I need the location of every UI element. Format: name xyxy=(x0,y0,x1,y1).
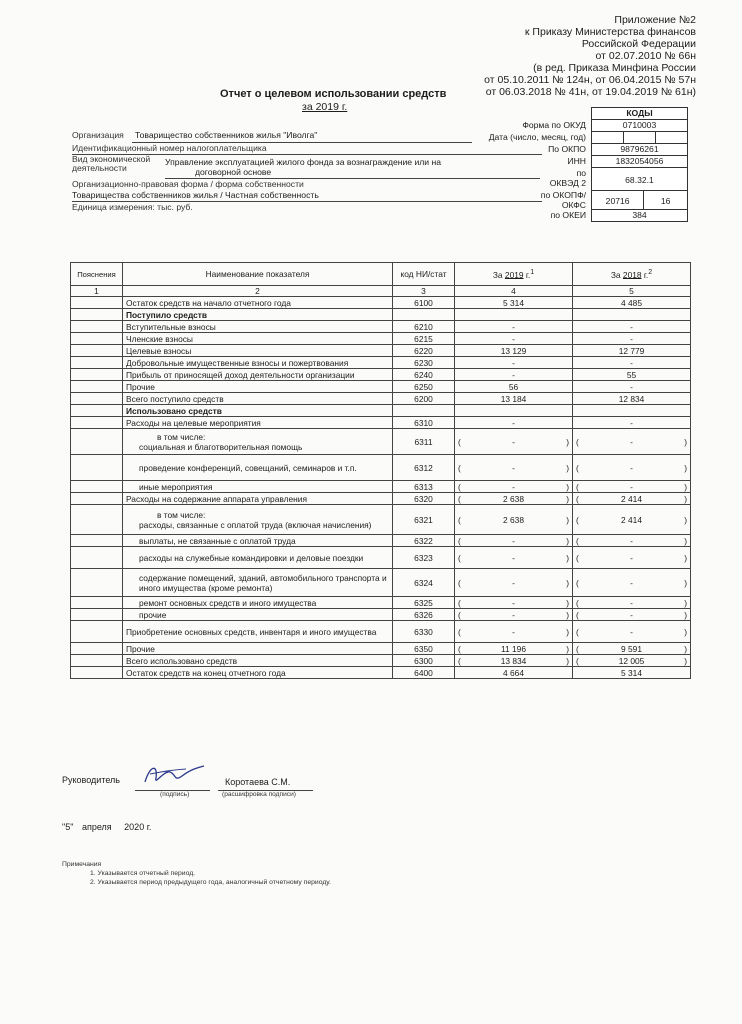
row-explanation xyxy=(71,643,123,655)
row-value-2019: ( - ) xyxy=(455,597,573,609)
row-value-2018: ( - ) xyxy=(573,455,691,481)
row-value-2018: ( - ) xyxy=(573,429,691,455)
row-explanation xyxy=(71,393,123,405)
notes-block: Примечания 1. Указывается отчетный период. 2. Указывается период предыдущего года, аналогичный отчетному периоду. xyxy=(62,861,331,886)
okfs-value: 16 xyxy=(660,196,671,206)
row-code: 6320 xyxy=(393,493,455,505)
row-explanation xyxy=(71,297,123,309)
okopf-value: 20716 xyxy=(592,191,644,209)
header-indicator: Наименование показателя xyxy=(123,263,393,286)
row-explanation xyxy=(71,321,123,333)
row-code: 6312 xyxy=(393,455,455,481)
decode-caption: (расшифровка подписи) xyxy=(222,791,296,798)
row-value-2019: ( - ) xyxy=(455,621,573,643)
row-value-2018: ( - ) xyxy=(573,609,691,621)
row-value-2019: 5 314 xyxy=(455,297,573,309)
row-value-2019: - xyxy=(455,417,573,429)
header-line: от 06.03.2018 № 41н, от 19.04.2019 № 61н) xyxy=(485,86,696,98)
row-indicator-name: Прочие xyxy=(123,381,393,393)
row-value-2019: - xyxy=(455,333,573,345)
codes-header: КОДЫ xyxy=(591,107,688,120)
row-value-2018: ( 2 414 ) xyxy=(573,493,691,505)
row-code: 6311 xyxy=(393,429,455,455)
row-code: 6250 xyxy=(393,381,455,393)
row-value-2018: ( - ) xyxy=(573,569,691,597)
row-code: 6300 xyxy=(393,655,455,667)
row-code: 6220 xyxy=(393,345,455,357)
row-value-2018: ( - ) xyxy=(573,621,691,643)
row-code xyxy=(393,405,455,417)
report-title: Отчет о целевом использовании средств xyxy=(220,88,447,100)
row-explanation xyxy=(71,569,123,597)
org-label: Организация xyxy=(72,130,124,140)
row-value-2018: ( - ) xyxy=(573,481,691,493)
row-value-2018 xyxy=(573,309,691,321)
row-indicator-name: прочие xyxy=(123,609,393,621)
sign-caption: (подпись) xyxy=(160,791,190,798)
row-code: 6310 xyxy=(393,417,455,429)
okud-label: Форма по ОКУД xyxy=(522,120,586,130)
row-code: 6326 xyxy=(393,609,455,621)
row-indicator-name: Добровольные имущественные взносы и пожертвования xyxy=(123,357,393,369)
table-row xyxy=(71,309,691,321)
row-value-2018: - xyxy=(573,321,691,333)
regulation-header xyxy=(484,14,696,98)
row-code: 6240 xyxy=(393,369,455,381)
okved-label: по ОКВЭД 2 xyxy=(549,168,586,188)
row-indicator-name: в том числе: расходы, связанные с оплатой труда (включая начисления) xyxy=(123,505,393,535)
table-row xyxy=(71,381,691,393)
row-value-2018: ( 9 591 ) xyxy=(573,643,691,655)
row-code: 6230 xyxy=(393,357,455,369)
row-value-2019: ( - ) xyxy=(455,481,573,493)
row-code xyxy=(393,309,455,321)
row-indicator-name: Всего использовано средств xyxy=(123,655,393,667)
row-value-2018: - xyxy=(573,333,691,345)
row-value-2019: ( 11 196 ) xyxy=(455,643,573,655)
row-value-2018: ( 2 414 ) xyxy=(573,505,691,535)
table-row xyxy=(71,609,691,621)
row-code: 6330 xyxy=(393,621,455,643)
activity-value: Управление эксплуатацией жилого фонда за вознаграждение или на договорной основе xyxy=(165,157,441,177)
row-value-2018: - xyxy=(573,357,691,369)
report-table xyxy=(70,262,691,679)
row-indicator-name: расходы на служебные командировки и деловые поездки xyxy=(123,547,393,569)
row-value-2018: ( - ) xyxy=(573,597,691,609)
row-explanation xyxy=(71,429,123,455)
row-explanation xyxy=(71,609,123,621)
row-indicator-name: в том числе: социальная и благотворительная помощь xyxy=(123,429,393,455)
row-explanation xyxy=(71,357,123,369)
row-code: 6400 xyxy=(393,667,455,679)
table-header-row xyxy=(71,263,691,286)
row-indicator-name: Остаток средств на конец отчетного года xyxy=(123,667,393,679)
signature-scribble xyxy=(140,760,210,790)
row-indicator-name: Всего поступило средств xyxy=(123,393,393,405)
row-code: 6324 xyxy=(393,569,455,597)
table-row xyxy=(71,547,691,569)
table-row xyxy=(71,297,691,309)
row-value-2018: 12 834 xyxy=(573,393,691,405)
row-code: 6321 xyxy=(393,505,455,535)
table-row xyxy=(71,505,691,535)
row-explanation xyxy=(71,369,123,381)
row-value-2019: ( - ) xyxy=(455,569,573,597)
unit-label: Единица измерения: тыс. руб. xyxy=(72,202,193,212)
row-explanation xyxy=(71,345,123,357)
header-line: (в ред. Приказа Минфина России xyxy=(533,62,696,74)
row-value-2019 xyxy=(455,405,573,417)
row-explanation xyxy=(71,381,123,393)
row-explanation xyxy=(71,309,123,321)
row-value-2018: - xyxy=(573,417,691,429)
row-value-2019 xyxy=(455,309,573,321)
row-value-2019: ( - ) xyxy=(455,535,573,547)
row-explanation xyxy=(71,455,123,481)
inn-line-label: Идентификационный номер налогоплательщика xyxy=(72,143,267,153)
report-period: за 2019 г. xyxy=(302,101,348,113)
row-value-2018: - xyxy=(573,381,691,393)
row-explanation xyxy=(71,405,123,417)
table-row xyxy=(71,405,691,417)
row-value-2018: ( - ) xyxy=(573,547,691,569)
row-indicator-name: Целевые взносы xyxy=(123,345,393,357)
okei-label: по ОКЕИ xyxy=(550,210,586,220)
row-explanation xyxy=(71,655,123,667)
head-name: Коротаева С.М. xyxy=(225,777,291,787)
row-indicator-name: Прибыль от приносящей доход деятельности организации xyxy=(123,369,393,381)
row-value-2018: 12 779 xyxy=(573,345,691,357)
okpo-label: По ОКПО xyxy=(548,144,586,154)
header-explanations: Пояснения xyxy=(71,263,123,286)
inn-code: 1832054056 xyxy=(591,155,688,168)
row-explanation xyxy=(71,621,123,643)
sign-date: "5" апреля 2020 г. xyxy=(62,822,152,832)
header-2019: За 2019 г.$^1$ xyxy=(455,263,573,286)
table-row xyxy=(71,655,691,667)
date-label: Дата (число, месяц, год) xyxy=(488,132,586,142)
row-value-2019: ( 2 638 ) xyxy=(455,505,573,535)
row-value-2018: ( 12 005 ) xyxy=(573,655,691,667)
row-value-2018 xyxy=(573,405,691,417)
activity-label: Вид экономической деятельности xyxy=(72,154,151,173)
table-row xyxy=(71,493,691,505)
row-value-2018: 55 xyxy=(573,369,691,381)
legal-form-label: Организационно-правовая форма / форма собственности xyxy=(72,179,304,189)
table-row xyxy=(71,369,691,381)
header-line: от 02.07.2010 № 66н xyxy=(595,50,696,62)
row-value-2018: ( - ) xyxy=(573,535,691,547)
legal-form-value: Товарищества собственников жилья / Частная собственность xyxy=(72,190,319,200)
row-value-2019: ( 13 834 ) xyxy=(455,655,573,667)
table-row xyxy=(71,345,691,357)
table-row xyxy=(71,333,691,345)
table-row xyxy=(71,455,691,481)
table-row xyxy=(71,393,691,405)
table-row xyxy=(71,357,691,369)
row-value-2018: 4 485 xyxy=(573,297,691,309)
row-indicator-name: Остаток средств на начало отчетного года xyxy=(123,297,393,309)
header-line: Приложение №2 xyxy=(614,14,696,26)
row-code: 6210 xyxy=(393,321,455,333)
table-number-row: 1 2 3 4 5 xyxy=(71,286,691,297)
row-code: 6100 xyxy=(393,297,455,309)
row-value-2018: 5 314 xyxy=(573,667,691,679)
row-value-2019: 13 129 xyxy=(455,345,573,357)
row-indicator-name: Вступительные взносы xyxy=(123,321,393,333)
row-indicator-name: выплаты, не связанные с оплатой труда xyxy=(123,535,393,547)
head-label: Руководитель xyxy=(62,775,120,785)
row-explanation xyxy=(71,597,123,609)
table-row xyxy=(71,417,691,429)
row-value-2019: ( - ) xyxy=(455,455,573,481)
inn-label: ИНН xyxy=(567,156,586,166)
org-name: Товарищество собственников жилья "Иволга" xyxy=(135,130,318,140)
row-value-2019: ( 2 638 ) xyxy=(455,493,573,505)
row-explanation xyxy=(71,547,123,569)
row-indicator-name: Приобретение основных средств, инвентаря и иного имущества xyxy=(123,621,393,643)
row-indicator-name: проведение конференций, совещаний, семинаров и т.п. xyxy=(123,455,393,481)
row-explanation xyxy=(71,535,123,547)
row-code: 6323 xyxy=(393,547,455,569)
table-row xyxy=(71,597,691,609)
row-indicator-name: ремонт основных средств и иного имущества xyxy=(123,597,393,609)
row-code: 6313 xyxy=(393,481,455,493)
row-value-2019: - xyxy=(455,369,573,381)
row-indicator-name: Расходы на целевые мероприятия xyxy=(123,417,393,429)
header-2018: За 2018 г.$^2$ xyxy=(573,263,691,286)
row-value-2019: 4 664 xyxy=(455,667,573,679)
row-indicator-name: содержание помещений, зданий, автомобильного транспорта и иного имущества (кроме ремонта) xyxy=(123,569,393,597)
row-value-2019: ( - ) xyxy=(455,609,573,621)
row-value-2019: ( - ) xyxy=(455,429,573,455)
table-row xyxy=(71,621,691,643)
okved-code: 68.32.1 xyxy=(591,167,688,191)
okopf-label: по ОКОПФ/ ОКФС xyxy=(540,190,586,210)
row-code: 6200 xyxy=(393,393,455,405)
table-row xyxy=(71,481,691,493)
header-line: от 05.10.2011 № 124н, от 06.04.2015 № 57н xyxy=(484,74,696,86)
table-row xyxy=(71,321,691,333)
row-code: 6215 xyxy=(393,333,455,345)
table-row xyxy=(71,643,691,655)
header-line: Российской Федерации xyxy=(581,38,696,50)
header-code: код НИ/стат xyxy=(393,263,455,286)
row-explanation xyxy=(71,481,123,493)
row-explanation xyxy=(71,333,123,345)
row-value-2019: - xyxy=(455,321,573,333)
row-value-2019: 13 184 xyxy=(455,393,573,405)
row-indicator-name: Использовано средств xyxy=(123,405,393,417)
row-indicator-name: Прочие xyxy=(123,643,393,655)
row-value-2019: ( - ) xyxy=(455,547,573,569)
row-indicator-name: иные мероприятия xyxy=(123,481,393,493)
table-row xyxy=(71,429,691,455)
row-code: 6350 xyxy=(393,643,455,655)
header-line: к Приказу Министерства финансов xyxy=(524,26,696,38)
row-explanation xyxy=(71,493,123,505)
row-explanation xyxy=(71,505,123,535)
okud-code: 0710003 xyxy=(591,119,688,132)
row-explanation xyxy=(71,417,123,429)
row-code: 6325 xyxy=(393,597,455,609)
row-code: 6322 xyxy=(393,535,455,547)
okei-code: 384 xyxy=(591,209,688,222)
row-indicator-name: Расходы на содержание аппарата управления xyxy=(123,493,393,505)
okpo-code: 98796261 xyxy=(591,143,688,156)
row-indicator-name: Членские взносы xyxy=(123,333,393,345)
okopf-okfs-code xyxy=(591,190,688,210)
row-indicator-name: Поступило средств xyxy=(123,309,393,321)
row-value-2019: - xyxy=(455,357,573,369)
table-row xyxy=(71,667,691,679)
table-row xyxy=(71,535,691,547)
table-row xyxy=(71,569,691,597)
row-value-2019: 56 xyxy=(455,381,573,393)
row-explanation xyxy=(71,667,123,679)
